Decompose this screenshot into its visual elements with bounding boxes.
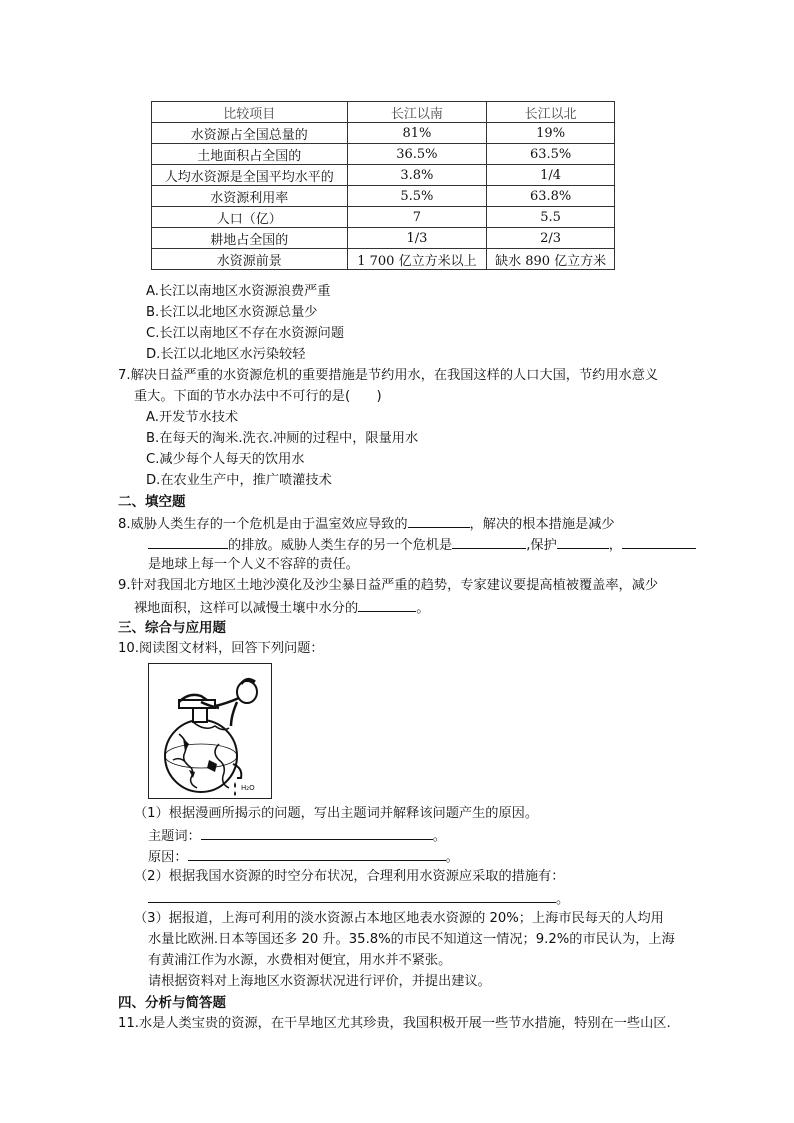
q8-line-2	[148, 534, 696, 556]
q8-line-1	[118, 513, 615, 535]
q8-text: ,保护	[526, 538, 557, 553]
q9-line-1: 9.针对我国北方地区土地沙漠化及沙尘暴日益严重的趋势，专家建议要提高植被覆盖率，减少	[118, 578, 659, 593]
q8-text: 的排放。威胁人类生存的另一个危机是	[228, 538, 453, 553]
table-cell: 缺水 890 亿立方米	[487, 249, 615, 270]
answer-blank[interactable]	[148, 888, 556, 903]
q9-text: 。	[416, 601, 430, 616]
reason-label: 原因：	[148, 850, 188, 865]
table-cell: 19%	[487, 123, 615, 144]
answer-blank[interactable]	[622, 534, 696, 549]
water-resource-comparison-table	[151, 101, 615, 270]
section-heading-application: 三、综合与应用题	[118, 620, 226, 636]
q7-option-c: C.减少每个人每天的饮用水	[146, 452, 305, 467]
q10-part-3-line-2: 水量比欧洲.日本等国还多 20 升。35.8%的市民不知道这一情况；9.2%的市民认为，上海	[148, 932, 675, 947]
q10-part-3-line-4: 请根据资料对上海地区水资源状况进行评价，并提出建议。	[148, 974, 491, 989]
q8-line-3: 是地球上每一个人义不容辞的责任。	[148, 557, 359, 572]
section-heading-fill-in: 二、填空题	[118, 494, 186, 510]
table-row	[152, 207, 615, 228]
q9-line-2	[134, 597, 429, 619]
q10-part-1: （1）根据漫画所揭示的问题，写出主题词并解释该问题产生的原因。	[134, 806, 539, 821]
q10-stem: 10.阅读图文材料，回答下列问题：	[118, 641, 324, 656]
table-cell: 3.8%	[347, 165, 487, 186]
q10-part-2-answer	[148, 888, 569, 910]
table-row	[152, 249, 615, 270]
q6-option-d: D.长江以北地区水污染较轻	[146, 347, 306, 362]
table-cell: 土地面积占全国的	[152, 144, 348, 165]
answer-blank[interactable]	[408, 513, 470, 528]
water-waste-cartoon	[148, 663, 272, 799]
table-header-cell: 长江以南	[347, 102, 487, 123]
q9-text: 裸地面积，这样可以减慢土壤中水分的	[134, 601, 359, 616]
table-row	[152, 186, 615, 207]
answer-blank[interactable]	[148, 534, 228, 549]
q6-option-a: A.长江以南地区水资源浪费严重	[146, 284, 331, 299]
table-row	[152, 228, 615, 249]
q8-text: ，解决的根本措施是减少	[469, 517, 615, 532]
table-cell: 水资源前景	[152, 249, 348, 270]
q7-option-b: B.在每天的淘米.洗衣.冲厕的过程中，限量用水	[146, 431, 419, 446]
end-mark: 。	[445, 850, 459, 865]
answer-blank[interactable]	[188, 846, 446, 861]
section-heading-analysis: 四、分析与简答题	[118, 995, 226, 1011]
table-cell: 人口（亿）	[152, 207, 348, 228]
q7-option-d: D.在农业生产中，推广喷灌技术	[146, 473, 332, 488]
q10-theme-word-line	[148, 825, 446, 847]
table-cell: 1 700 亿立方米以上	[347, 249, 487, 270]
theme-label: 主题词：	[148, 829, 201, 844]
answer-blank[interactable]	[557, 534, 609, 549]
q8-text: ，	[608, 538, 622, 553]
table-row	[152, 144, 615, 165]
table-cell: 2/3	[487, 228, 615, 249]
end-mark: 。	[556, 892, 570, 907]
globe-faucet-illustration	[149, 664, 271, 798]
table-cell: 人均水资源是全国平均水平的	[152, 165, 348, 186]
answer-blank[interactable]	[358, 597, 416, 612]
q8-text: 8.威胁人类生存的一个危机是由于温室效应导致的	[118, 517, 408, 532]
table-header-cell: 长江以北	[487, 102, 615, 123]
q10-part-3-line-3: 有黄浦江作为水源，水费相对便宜，用水并不紧张。	[148, 953, 452, 968]
q7-stem-line-2: 重大。下面的节水办法中不可行的是( )	[134, 389, 382, 404]
table-cell: 5.5	[487, 207, 615, 228]
q7-stem-line-1: 7.解决日益严重的水资源危机的重要措施是节约用水，在我国这样的人口大国，节约用水意义	[118, 368, 659, 383]
table-cell: 水资源占全国总量的	[152, 123, 348, 144]
table-cell: 7	[347, 207, 487, 228]
table-cell: 36.5%	[347, 144, 487, 165]
table-cell: 5.5%	[347, 186, 487, 207]
table-cell: 耕地占全国的	[152, 228, 348, 249]
table-cell: 1/4	[487, 165, 615, 186]
answer-blank[interactable]	[452, 534, 526, 549]
table-header-row	[152, 102, 615, 123]
table-cell: 63.8%	[487, 186, 615, 207]
table-cell: 81%	[347, 123, 487, 144]
q6-option-b: B.长江以北地区水资源总量少	[146, 305, 318, 320]
end-mark: 。	[432, 829, 446, 844]
q11-line-1: 11.水是人类宝贵的资源，在干旱地区尤其珍贵，我国积极开展一些节水措施，特别在一些山区.	[118, 1016, 671, 1031]
q6-option-c: C.长江以南地区不存在水资源问题	[146, 326, 345, 341]
q10-reason-line	[148, 846, 459, 868]
table-row	[152, 165, 615, 186]
table-cell: 1/3	[347, 228, 487, 249]
answer-blank[interactable]	[201, 825, 433, 840]
table-row	[152, 123, 615, 144]
q10-part-3-line-1: （3）据报道，上海可利用的淡水资源占本地区地表水资源的 20%；上海市民每天的人均用	[134, 911, 664, 926]
table-header-cell: 比较项目	[152, 102, 348, 123]
q7-option-a: A.开发节水技术	[146, 410, 239, 425]
table-cell: 水资源利用率	[152, 186, 348, 207]
q10-part-2: （2）根据我国水资源的时空分布状况，合理利用水资源应采取的措施有：	[134, 869, 565, 884]
cartoon-h2o-label: H₂O	[241, 784, 255, 792]
table-cell: 63.5%	[487, 144, 615, 165]
